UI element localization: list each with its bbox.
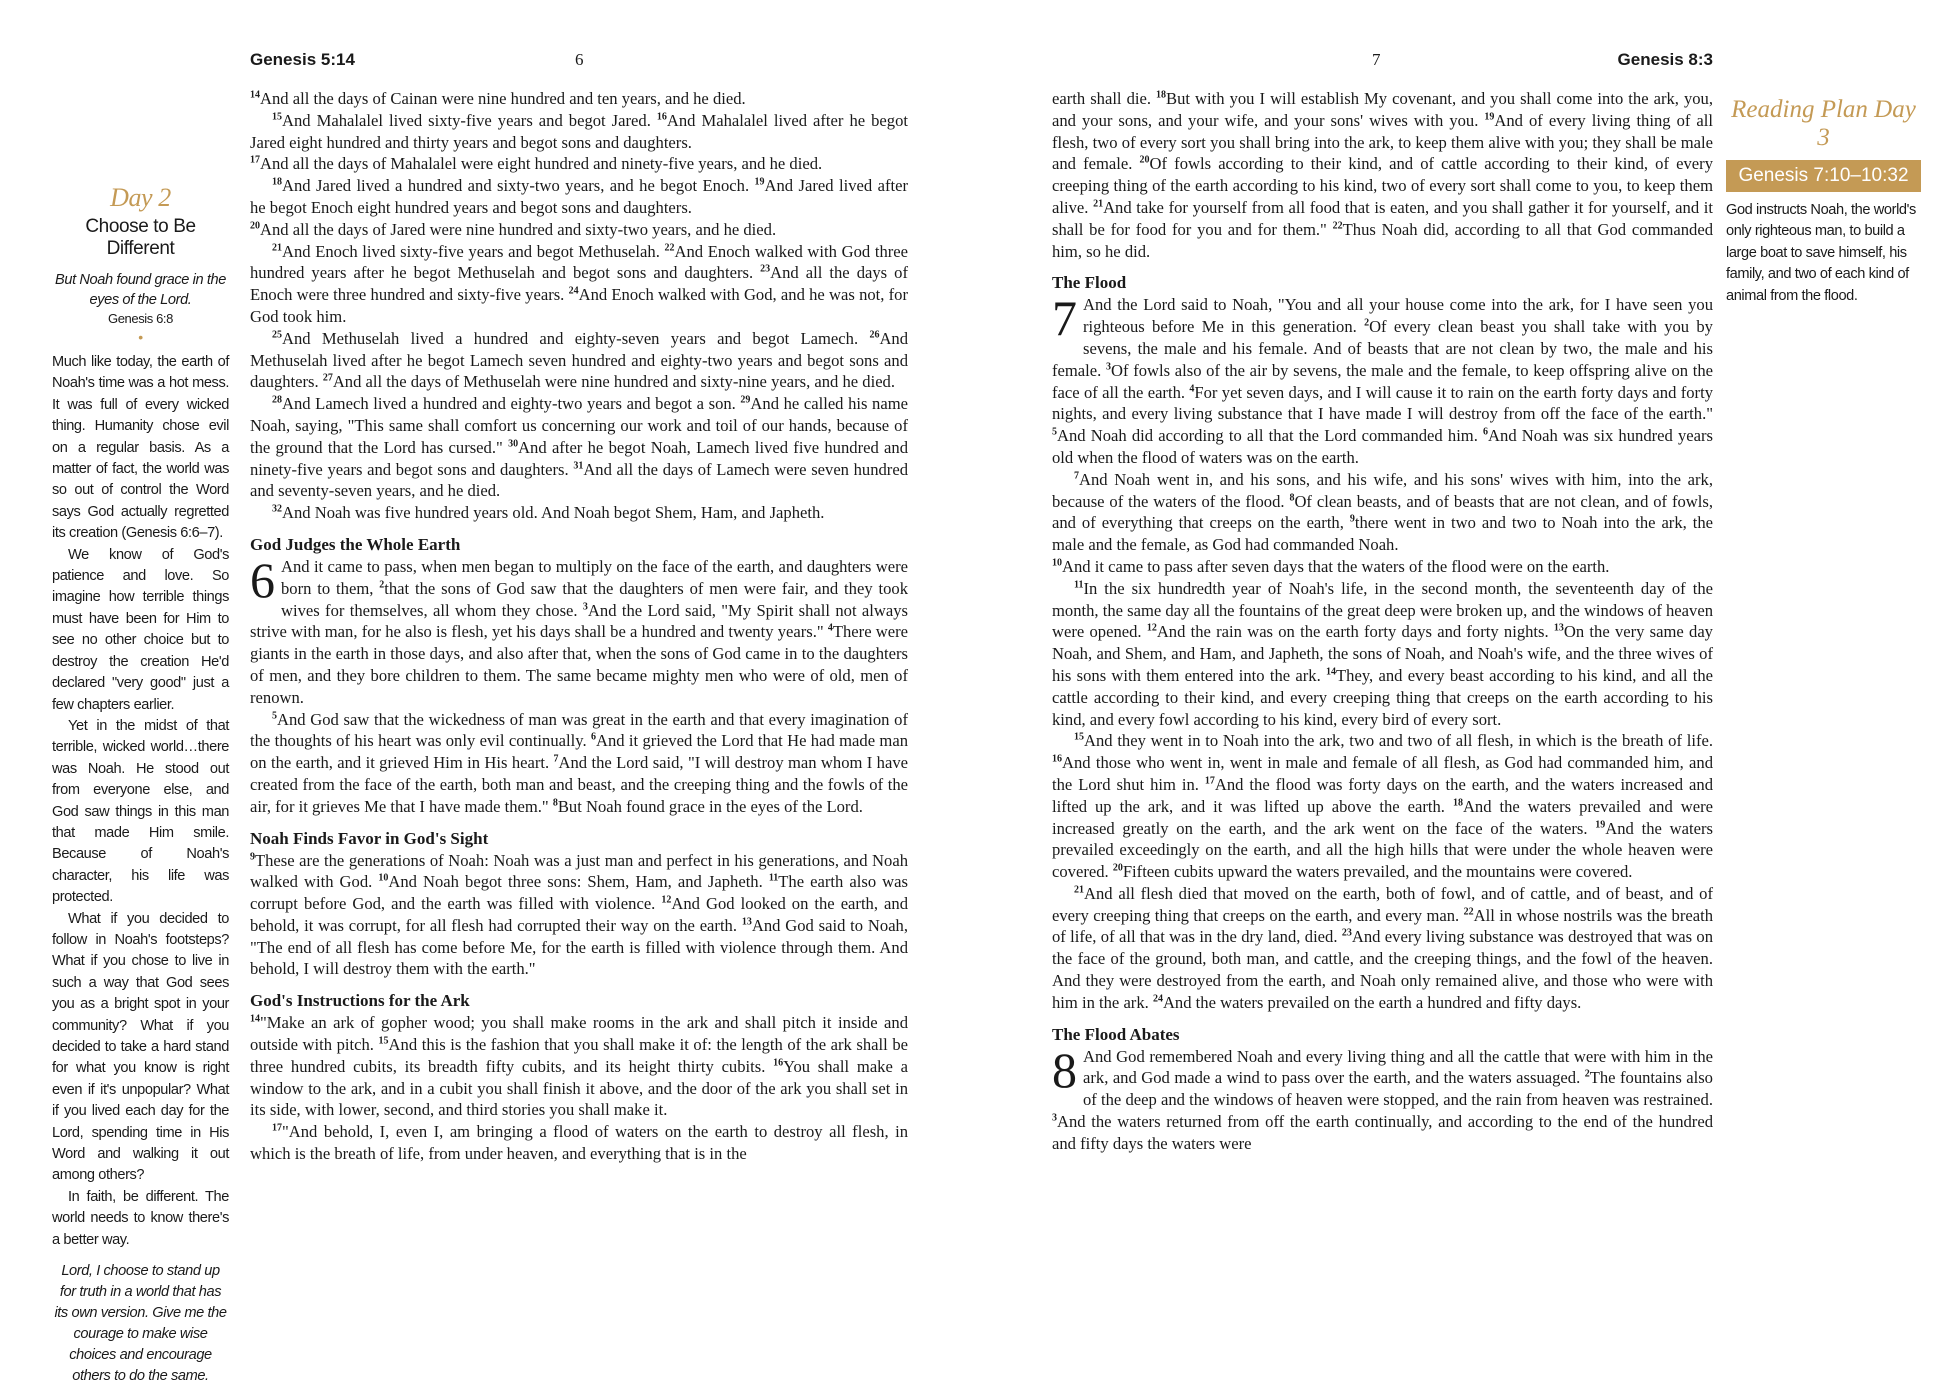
scripture-column-left	[250, 88, 908, 1165]
devotional-prayer: Lord, I choose to stand up for truth in a world that has its own version. Give me the courage to make wise choices and encourage others to do the same.	[54, 1263, 227, 1385]
reading-plan-title: Reading Plan Day 3	[1731, 96, 1916, 151]
devotional-sidebar	[52, 184, 229, 1387]
key-verse: But Noah found grace in the eyes of the Lord.	[55, 272, 226, 308]
chapter-number: 6	[250, 551, 275, 608]
page-number-left: 6	[575, 50, 584, 69]
chapter-number: 7	[1052, 290, 1077, 347]
verse-paragraph: $^{10}$And it came to pass after seven days that the waters of the flood were on the earth.	[1052, 556, 1610, 576]
verse-paragraph: $^{32}$And Noah was five hundred years old. And Noah begot Shem, Ham, and Japheth.	[272, 503, 825, 523]
verse-paragraph: $^{14}$"Make an ark of gopher wood; you shall make rooms in the ark and shall pitch it inside and outside with pitch. $^{15}$And this is the fashion that you shall make it of: the length of the ark shall be three hundred cubits, its breadth fifty cubits, and its height thirty cubits. $^{16}$You shall make a window to the ark, and in a cubit you shall finish it above, and the door of the ark you shall set in its side, with lower, second, and third stories you shall make it.	[250, 1013, 909, 1120]
chapter-number: 8	[1052, 1041, 1077, 1098]
reading-plan-sidebar	[1726, 96, 1921, 307]
running-head-right: Genesis 8:3	[1617, 50, 1713, 69]
verse-paragraph: 7 And the Lord said to Noah, "You and all your house come into the ark, for I have seen you righteous before Me in this generation. $^2$Of every clean beast you shall take with you by sevens, the male and his female. And of beasts that are not clean by two, the male and his female. $^3$Of fowls also of the air by sevens, the male and the female, to keep offspring alive on the face of all the earth. $^4$For yet seven days, and I will cause it to rain on the earth forty days and forty nights, and every living substance that I have made I will destroy from off the face of the earth." $^5$And Noah did according to all that the Lord commanded him. $^6$And Noah was six hundred years old when the flood of waters was on the earth.	[1052, 290, 1714, 467]
verse-paragraph: $^7$And Noah went in, and his sons, and his wife, and his sons' wives with him, into the ark, because of the waters of the flood. $^8$Of clean beasts, and of beasts that are not clean, and of fowls, and of everything that creeps on the earth, $^9$there went in two and two to Noah into the ark, the male and the female, as God had commanded Noah.	[1052, 469, 1714, 555]
key-verse-ref: Genesis 6:8	[108, 311, 173, 326]
left-page	[0, 0, 973, 1385]
devotional-paragraph: Much like today, the earth of Noah's time was a hot mess. It was full of every wicked thing. Humanity chose evil on a regular basis. As a matter of fact, the world was so out of control the Word says God actually regretted its creation (Genesis 6:6–7).	[52, 354, 229, 542]
verse-paragraph: $^9$These are the generations of Noah: Noah was a just man and perfect in his generations, and Noah walked with God. $^{10}$And Noah begot three sons: Shem, Ham, and Japheth. $^{11}$The earth also was corrupt before God, and the earth was filled with violence. $^{12}$And God looked on the earth, and behold, it was corrupt, for all flesh had corrupted their way on the earth. $^{13}$And God said to Noah, "The end of all flesh has come before Me, for the earth is filled with violence through them. And behold, I will destroy them with the earth."	[250, 850, 909, 979]
verse-paragraph: 8 And God remembered Noah and every living thing and all the cattle that were with him in the ark, and God made a wind to pass over the earth, and the waters assuaged. $^2$The fountains also of the deep and the windows of heaven were stopped, and the rain from heaven was restrained. $^3$And the waters returned from off the earth continually, and according to the end of the hundred and fifty days the waters were	[1052, 1041, 1713, 1153]
divider-dot: •	[138, 329, 143, 345]
day-label: Day 2	[110, 183, 171, 212]
running-head-left: Genesis 5:14	[250, 50, 355, 69]
verse-paragraph: $^{11}$In the six hundredth year of Noah's life, in the second month, the seventeenth day of the month, the same day all the fountains of the great deep were broken up, and the windows of heaven were opened. $^{12}$And the rain was on the earth forty days and forty nights. $^{13}$On the very same day Noah, and Shem, and Ham, and Japheth, the sons of Noah, and Noah's wife, and the three wives of his sons with them entered into the ark. $^{14}$They, and every beast according to his kind, and all the cattle according to their kind, and every creeping thing that creeps on the earth according to his kind, and every fowl according to his kind, every bird of every sort.	[1052, 578, 1713, 729]
verse-paragraph: $^{17}$"And behold, I, even I, am bringing a flood of waters on the earth to destroy all flesh, in which is the breath of life, from under heaven, and everything that is in the	[250, 1122, 908, 1164]
verse-paragraph: $^{28}$And Lamech lived a hundred and eighty-two years and begot a son. $^{29}$And he called his name Noah, saying, "This same shall comfort us concerning our work and toil of our hands, because of the ground that the Lord has cursed." $^{30}$And after he begot Noah, Lamech lived five hundred and ninety-five years and begot sons and daughters. $^{31}$And all the days of Lamech were seven hundred and seventy-seven years, and he died.	[250, 394, 909, 501]
verse-paragraph: $^{21}$And all flesh died that moved on the earth, both of fowl, and of cattle, and of beast, and of every creeping thing that creeps on the earth, and every man. $^{22}$All in whose nostrils was the breath of life, of all that was in the dry land, died. $^{23}$And every living substance was destroyed that was on the face of the ground, both man, and cattle, and the creeping things, and the fowl of the heaven. And they were destroyed from the earth, and Noah only remained alive, and those who were with him in the ark. $^{24}$And the waters prevailed on the earth a hundred and fifty days.	[1052, 883, 1714, 1012]
verse-paragraph: $^{21}$And Enoch lived sixty-five years and begot Methuselah. $^{22}$And Enoch walked with God three hundred years after he begot Methuselah and begot sons and daughters. $^{23}$And all the days of Enoch were three hundred and sixty-five years. $^{24}$And Enoch walked with God, and he was not, for God took him.	[250, 241, 909, 326]
verse-paragraph: $^{18}$And Jared lived a hundred and sixty-two years, and he begot Enoch. $^{19}$And Jared lived after he begot Enoch eight hundred years and begot sons and daughters.	[250, 176, 908, 217]
section-heading: The Flood Abates	[1052, 1024, 1180, 1044]
devotional-paragraph: We know of God's patience and love. So imagine how terrible things must have been for Him to see no other choice but to destroy the creation He'd declared "very good" just a few chapters earlier.	[52, 546, 229, 713]
section-heading: Noah Finds Favor in God's Sight	[250, 828, 489, 848]
devotional-title: Choose to Be Different	[85, 216, 196, 259]
verse-paragraph: 6 And it came to pass, when men began to multiply on the face of the earth, and daughters were born to them, $^2$that the sons of God saw that the daughters of men were fair, and they took wives for themselves, all whom they chose. $^3$And the Lord said, "My Spirit shall not always strive with man, for he also is flesh, yet his days shall be a hundred and twenty years." $^4$There were giants in the earth in those days, and also after that, when the sons of God came in to the daughters of men, and they bore children to them. The same became mighty men who were of old, men of renown.	[250, 551, 909, 707]
devotional-paragraph: In faith, be different. The world needs to know there's a better way.	[52, 1188, 229, 1248]
verse-paragraph: $^{14}$And all the days of Cainan were nine hundred and ten years, and he died.	[250, 89, 746, 108]
section-heading: God Judges the Whole Earth	[250, 534, 461, 554]
devotional-paragraph: Yet in the midst of that terrible, wicked world…there was Noah. He stood out from everyone else, and God saw things in this man that made Him smile. Because of Noah's character, his life was protected.	[52, 717, 229, 906]
verse-paragraph: $^5$And God saw that the wickedness of man was great in the earth and that every imagination of the thoughts of his heart was only evil continually. $^6$And it grieved the Lord that He had made man on the earth, and it grieved Him in His heart. $^7$And the Lord said, "I will destroy man whom I have created from the face of the earth, both man and beast, and the creeping thing and the fowls of the air, for it grieves Me that I have made them." $^8$But Noah found grace in the eyes of the Lord.	[250, 709, 908, 816]
verse-paragraph: $^{15}$And Mahalalel lived sixty-five years and begot Jared. $^{16}$And Mahalalel lived after he begot Jared eight hundred and thirty years and begot sons and daughters.	[250, 110, 908, 152]
page-number-right: 7	[1372, 50, 1381, 69]
verse-paragraph: $^{15}$And they went in to Noah into the ark, two and two of all flesh, in which is the breath of life. $^{16}$And those who went in, went in male and female of all flesh, as God had commanded him, and the Lord shut him in. $^{17}$And the flood was forty days on the earth, and the waters increased and lifted up the ark, and it was lifted up above the earth. $^{18}$And the waters prevailed and were increased greatly on the earth, and the ark went on the face of the waters. $^{19}$And the waters prevailed exceedingly on the earth, and all the high hills that were under the whole heaven were covered. $^{20}$Fifteen cubits upward the waters prevailed, and the mountains were covered.	[1052, 731, 1714, 882]
verse-paragraph: earth shall die. $^{18}$But with you I will establish My covenant, and you shall come into the ark, you, and your sons, and your wife, and your sons' wives with you. $^{19}$And of every living thing of all flesh, two of every sort you shall bring into the ark, to keep them alive with you; they shall be male and female. $^{20}$Of fowls according to their kind, and of cattle according to their kind, of every creeping thing of the earth according to his kind, two of every sort shall come to you, to keep them alive. $^{21}$And take for yourself from all food that is eaten, and you shall gather it for yourself, and it shall be for food for you and for them." $^{22}$Thus Noah did, according to all that God commanded him, so he did.	[1052, 89, 1714, 261]
verse-paragraph: $^{17}$And all the days of Mahalalel were eight hundred and ninety-five years, and he died.	[250, 154, 823, 174]
verse-paragraph: $^{20}$And all the days of Jared were nine hundred and sixty-two years, and he died.	[250, 219, 777, 239]
section-heading: The Flood	[1052, 273, 1127, 293]
reading-plan-description: God instructs Noah, the world's only righteous man, to build a large boat to save himself, his family, and two of each kind of animal from the flood.	[1726, 202, 1916, 304]
scripture-column-right	[1052, 88, 1713, 1155]
devotional-paragraph: What if you decided to follow in Noah's footsteps? What if you chose to live in such a way that God sees you as a bright spot in your community? What if you decided to take a hard stand for what you know is right even if it's unpopular? What if you lived each day for the Lord, spending time in His Word and walking it out among others?	[52, 910, 229, 1184]
section-heading: God's Instructions for the Ark	[250, 991, 470, 1011]
verse-paragraph: $^{25}$And Methuselah lived a hundred and eighty-seven years and begot Lamech. $^{26}$And Methuselah lived after he begot Lamech seven hundred and eighty-two years and begot sons and daughters. $^{27}$And all the days of Methuselah were nine hundred and sixty-nine years, and he died.	[250, 328, 909, 392]
reading-plan-ref: Genesis 7:10–10:32	[1726, 160, 1921, 192]
